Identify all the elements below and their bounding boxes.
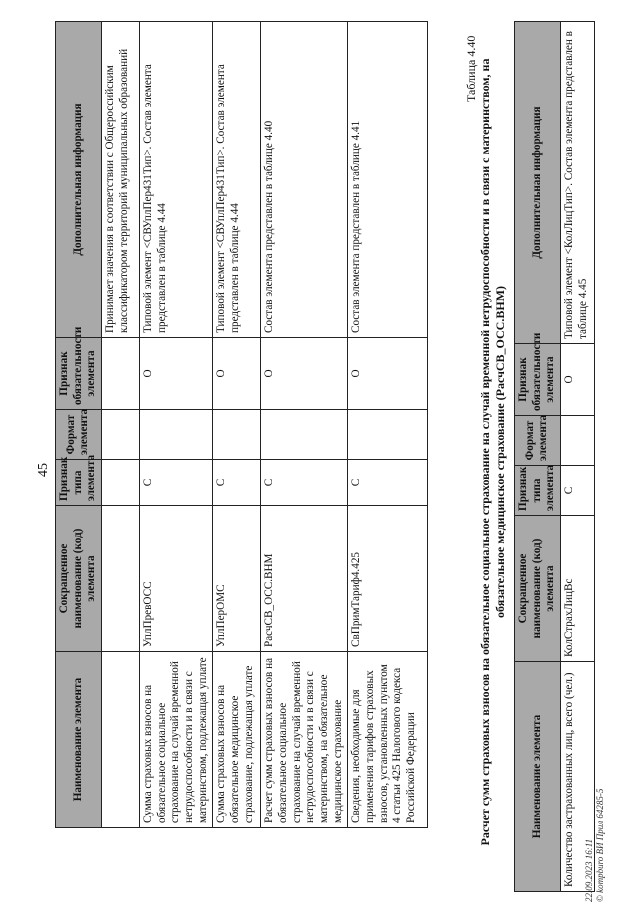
cell-name: Сумма страховых взносов на обязательное медицинское страхование, подлежащая уплате (213, 652, 261, 828)
header-name: Наименование элемента (56, 652, 102, 828)
cell-info: Типовой элемент <СВУплПер431Тип>. Состав элемента представлен в таблице 4.44 (139, 22, 212, 338)
cell-info: Состав элемента представлен в таблице 4.40 (261, 22, 348, 338)
cell-type: С (139, 460, 212, 506)
table-row (560, 22, 594, 892)
table-row (101, 22, 139, 828)
cell-name: Расчет сумм страховых взносов на обязательное социальное страхование на случай временной нетрудоспособности и в связи с материнством, на обязательное медицинское страхование (261, 652, 348, 828)
cell-code (101, 506, 139, 652)
cell-type: С (213, 460, 261, 506)
cell-format (101, 410, 139, 460)
header-required: Признак обязательности элемента (515, 344, 561, 416)
cell-required: О (261, 338, 348, 410)
table-header-row (515, 22, 561, 892)
cell-info: Типовой элемент <СВУплПер431Тип>. Состав элемента представлен в таблице 4.44 (213, 22, 261, 338)
rasch-sv-oss-table (514, 21, 595, 892)
cell-code: УплПревОСС (139, 506, 212, 652)
cell-name (101, 652, 139, 828)
cell-type (101, 460, 139, 506)
cell-required (101, 338, 139, 410)
cell-type: С (261, 460, 348, 506)
table-row (213, 22, 261, 828)
cell-info: Принимает значения в соответствии с Общероссийским классификатором территорий муниципальных образований (101, 22, 139, 338)
cell-format (348, 410, 428, 460)
table-number: Таблица 4.40 (464, 35, 478, 102)
cell-format (560, 416, 594, 466)
cell-code: КолСтрахЛицВс (560, 516, 594, 662)
table-row (261, 22, 348, 828)
print-source: © kompburo ВИ Прил 64285-5 (594, 788, 605, 902)
cell-name: Количество застрахованных лиц, всего (чел.) (560, 662, 594, 892)
print-timestamp: 22.09.2023 16:11 (584, 838, 594, 902)
cell-format (139, 410, 212, 460)
cell-type: С (560, 466, 594, 516)
elements-table (55, 21, 428, 828)
header-code: Сокращенное наименование (код) элемента (515, 516, 561, 662)
header-name: Наименование элемента (515, 662, 561, 892)
cell-required: О (348, 338, 428, 410)
cell-required: О (139, 338, 212, 410)
header-type: Признак типа элемента (56, 460, 102, 506)
cell-name: Сумма страховых взносов на обязательное социальное страхование на случай временной нетрудоспособности и в связи с материнством, подлежащая уплате (139, 652, 212, 828)
header-required: Признак обязательности элемента (56, 338, 102, 410)
cell-info: Состав элемента представлен в таблице 4.41 (348, 22, 428, 338)
cell-required: О (213, 338, 261, 410)
header-format: Формат элемента (56, 410, 102, 460)
cell-code: СвПримТариф4.425 (348, 506, 428, 652)
header-info: Дополнительная информация (515, 22, 561, 344)
page-number: 45 (36, 463, 51, 477)
print-stamp (584, 789, 606, 902)
header-code: Сокращенное наименование (код) элемента (56, 506, 102, 652)
cell-format (213, 410, 261, 460)
header-format: Формат элемента (515, 416, 561, 466)
cell-info: Типовой элемент <КолЛицТип>. Состав элемента представлен в таблице 4.45 (560, 22, 594, 344)
table-row (139, 22, 212, 828)
header-type: Признак типа элемента (515, 466, 561, 516)
table-header-row (56, 22, 102, 828)
cell-type: С (348, 460, 428, 506)
cell-code: УплПерОМС (213, 506, 261, 652)
cell-required: О (560, 344, 594, 416)
table-row (348, 22, 428, 828)
header-info: Дополнительная информация (56, 22, 102, 338)
cell-code: РасчСВ_ОСС.ВНМ (261, 506, 348, 652)
table-caption: Расчет сумм страховых взносов на обязательное социальное страхование на случай временной нетрудоспособности и в связи с материнством, на обязательное медицинское страхование (РасчСВ_ОСС.ВНМ) (478, 58, 507, 846)
cell-format (261, 410, 348, 460)
cell-name: Сведения, необходимые для применения тарифов страховых взносов, установленных пунктом 4 статьи 425 Налогового кодекса Российской Федерации (348, 652, 428, 828)
